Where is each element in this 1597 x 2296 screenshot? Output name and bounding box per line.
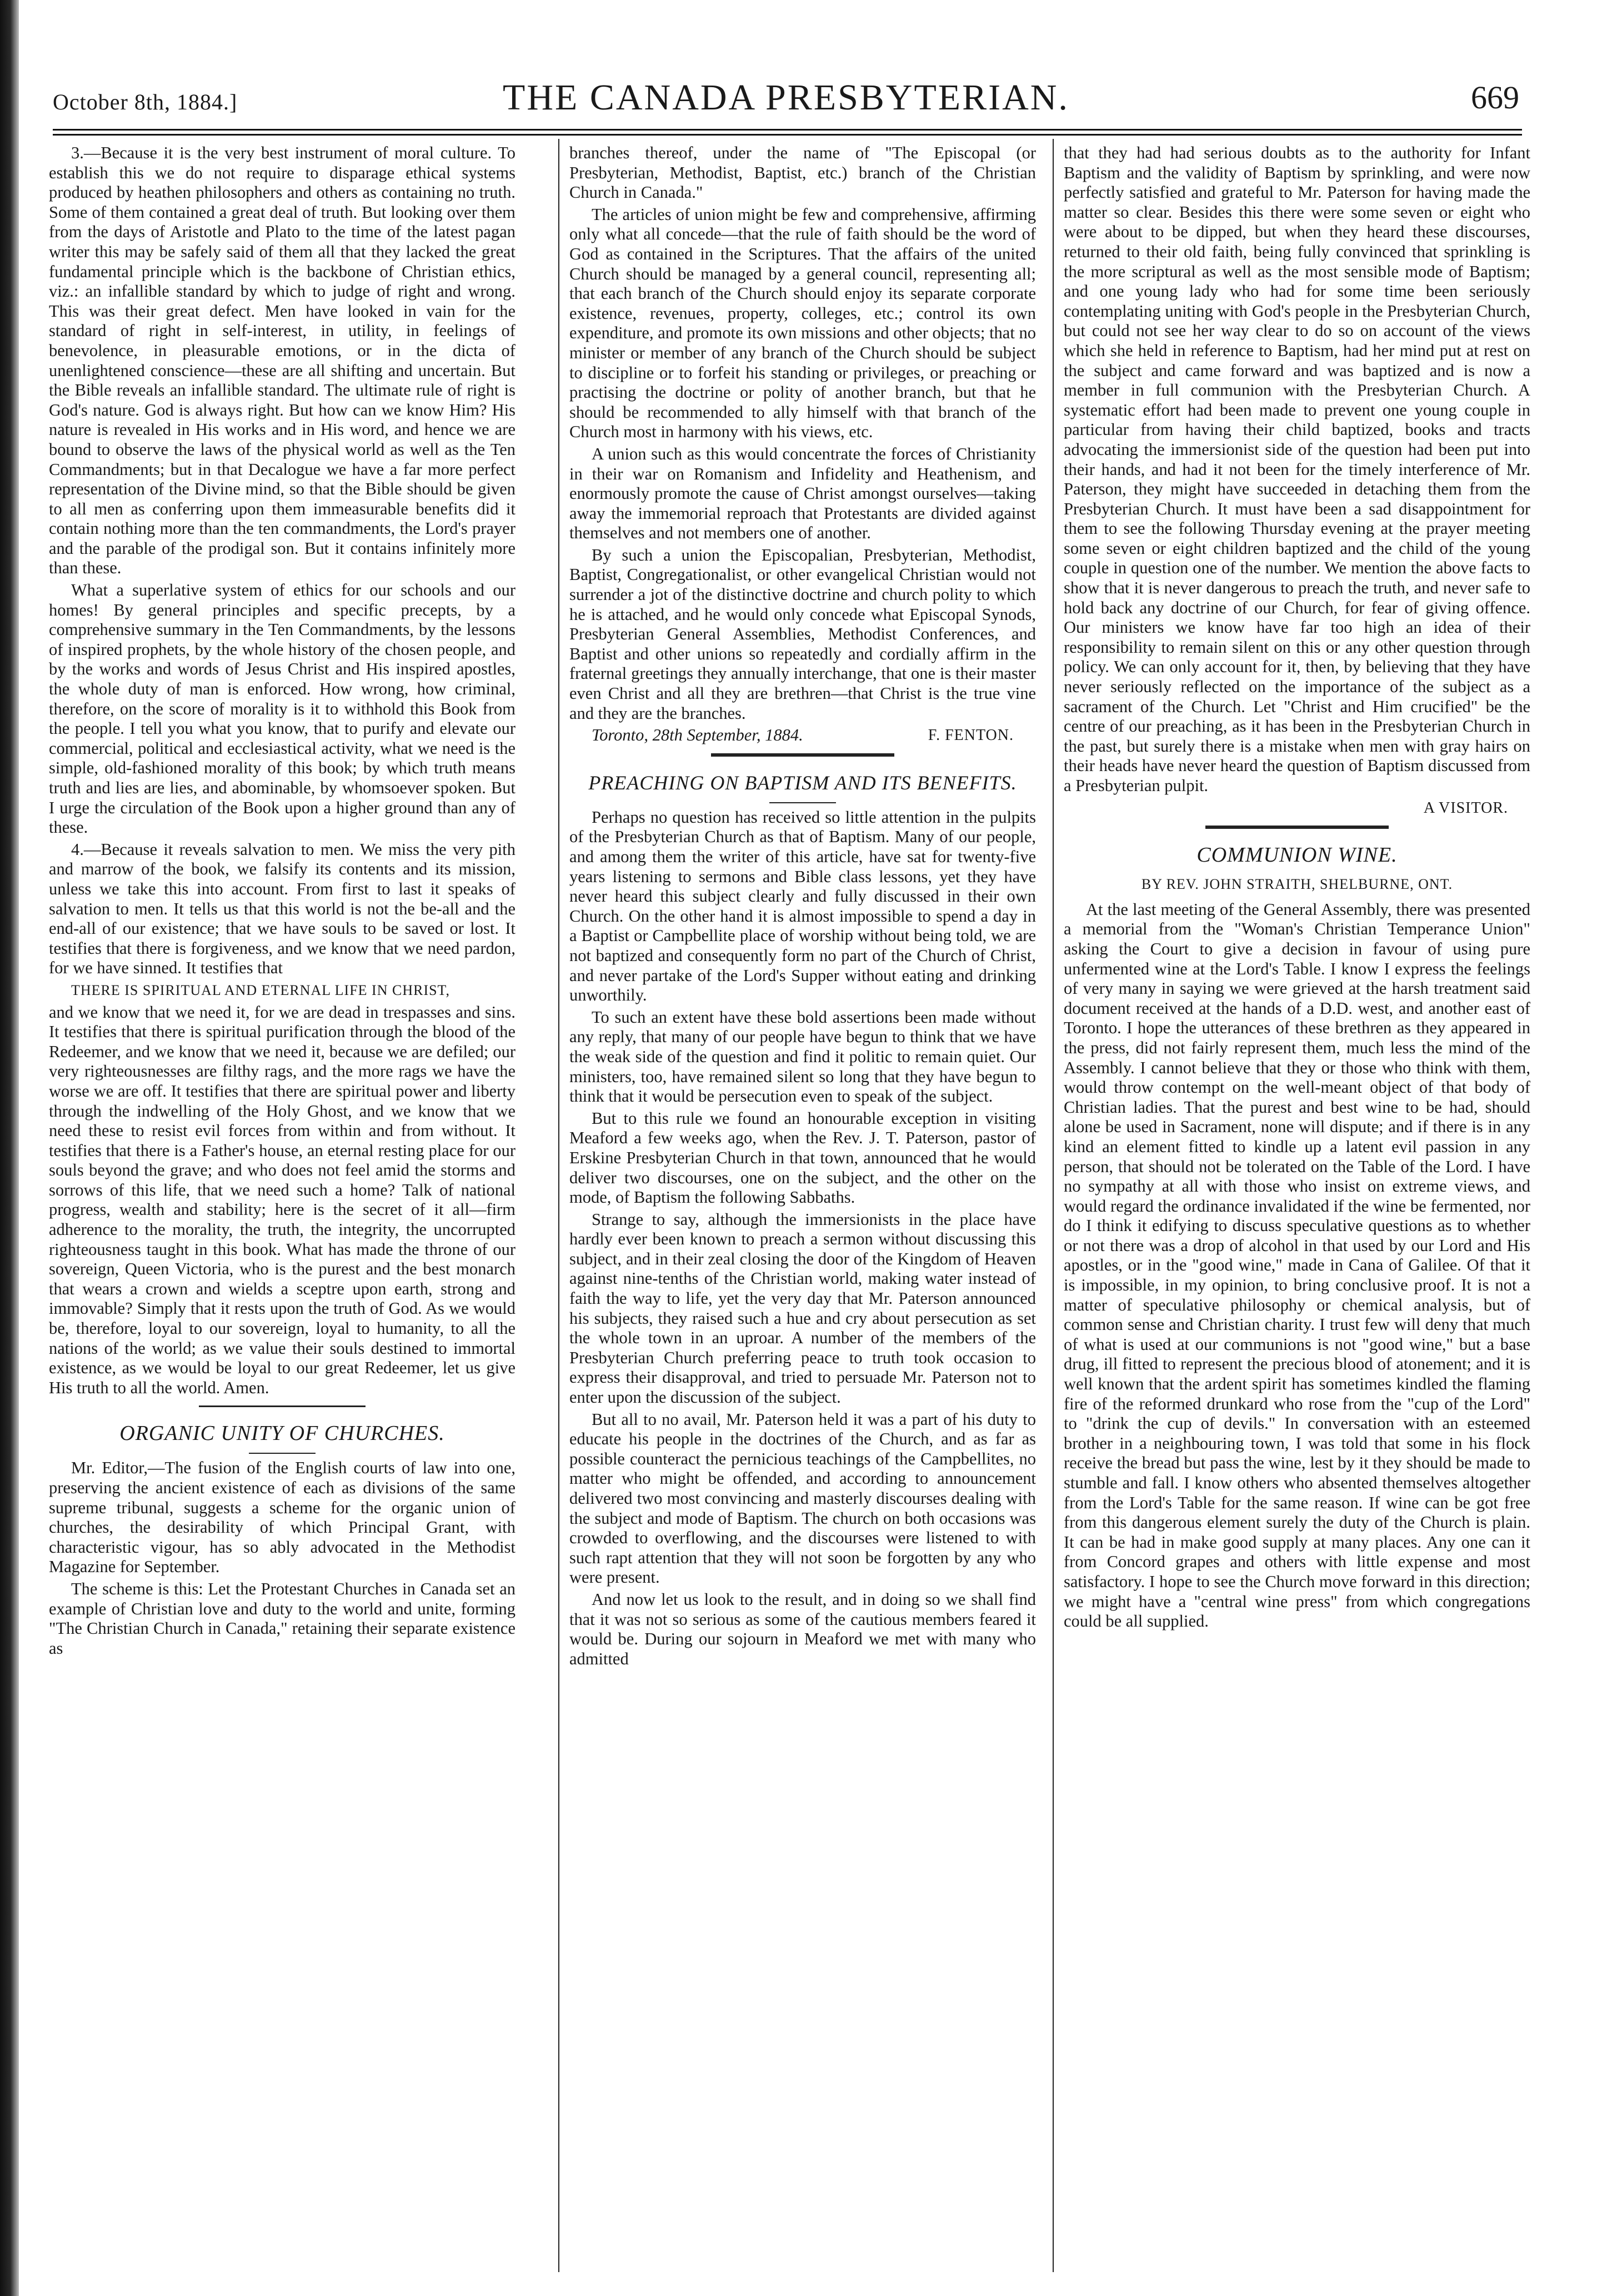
signature-name: F. FENTON. [928,727,1014,744]
article-byline: BY REV. JOHN STRAITH, SHELBURNE, ONT. [1141,876,1453,893]
article-paragraph: and we know that we need it, for we are dead in trespasses and sins. It testifies that there is spiritual purification through the blood of the Redeemer, and we know that we need it, because we are defiled; our very righteousnesses are filthy rags, and the more rags we have the worse we are off. It testifies that there are spiritual power and liberty through the indwelling of the Holy Ghost, and we know that we need these to resist evil forces from within and from without. It testifies that there is a Father's house, an eternal resting place for our souls beyond the grave; and who does not feel amid the storms and sorrows of this life, that we need such a home? Talk of national progress, wealth and stability; here is the secret of it all—firm adherence to the morality, the truth, the integrity, the uncorrupted righteousness taught in this book. What has made the throne of our sovereign, Queen Victoria, who is the purest and the best monarch that wears a crown and wields a sceptre upon earth, strong and immovable? Simply that it rests upon the truth of God. As we would be, therefore, loyal to our sovereign, loyal to humanity, to all the nations of the world; as we value their souls destined to immortal existence, as we would be loyal to our great Redeemer, let us give His truth to all the world. Amen. [49,1002,515,1397]
header-rule [53,129,1522,136]
article-paragraph: Mr. Editor,—The fusion of the English courts of law into one, preserving the ancient existence of each as divisions of the same supreme tribunal, suggests a scheme for the organic union of churches, the desirability of which Principal Grant, with characteristic vigour, has so ably advocated in the Methodist Magazine for September. [49,1458,515,1577]
column-2 [569,143,1036,2271]
column-divider-2 [1053,139,1054,2272]
newspaper-title: THE CANADA PRESBYTERIAN. [503,77,1069,118]
article-paragraph: But all to no avail, Mr. Paterson held it was a part of his duty to educate his people in the doctrines of the Church, and as far as possible counteract the pernicious teachings of the Campbellites, no matter who might be offended, and according to announcement delivered two most convincing and masterly discourses dealing with the subject and mode of Baptism. The church on both occasions was crowded to overflowing, and the discourses were listened to with such rapt attention that they will not soon be forgotten by any who were present. [569,1409,1036,1587]
article-paragraph: The scheme is this: Let the Protestant Churches in Canada set an example of Christian love and duty to the world and unite, forming "The Christian Church in Canada," retaining their separate existence as [49,1579,515,1658]
article-paragraph: At the last meeting of the General Assembly, there was presented a memorial from the "Woman's Christian Temperance Union" asking the Court to give a decision in favour of using pure unfermented wine at the Lord's Table. I know I express the feelings of very many in saying we were grieved at the harsh treatment said document received at the hands of a D.D. west, and another east of Toronto. I hope the utterances of these brethren as they appeared in the press, did not fairly represent them, much less the mind of the Assembly. I cannot believe that they or those who think with them, would throw contempt on the well-meant object of that body of Christian ladies. That the purest and best wine to be had, should alone be used in Sacrament, none will dispute; and if there is in any kind an element fitted to kindle up a latent evil passion in any person, that should not be tolerated on the Table of the Lord. I have no sympathy at all with those who insist on extreme views, and would regard the ordinance invalidated if the wine be fermented, nor do I think it edifying to discuss speculative questions as to whether or not there was a drop of alcohol in that used by our Lord and His apostles, or in the "good wine," made in Cana of Galilee. Of that it is impossible, in my opinion, to bring conclusive proof. It is not a matter of speculative philosophy or chemical analysis, but of common sense and Christian charity. I trust few will deny that much of what is used at our communions is not "good wine," but a base drug, ill fitted to represent the precious blood of atonement; and it is well known that the ardent spirit has sometimes kindled the flaming fire of the reformed drunkard who rose from the "cup of the Lord" to "drink the cup of devils." In conversation with an esteemed brother in a neighbouring town, I was told that some in his flock receive the bread but pass the wine, lest by it they should be made to stumble and fall. I know others who absented themselves altogether from the Lord's Table for the same reason. If wine can be got free from this dangerous element surely the duty of the Church is plain. It can be had in make good supply at many places. Any one can it from Concord grapes and others with little expense and most satisfactory. I hope to see the Church move forward in this direction; we might have a "central wine press" from which congregations could be all supplied. [1064,899,1530,1631]
article-paragraph: But to this rule we found an honourable exception in visiting Meaford a few weeks ago, when the Rev. J. T. Paterson, pastor of Erskine Presbyterian Church in that town, announced that he would deliver two discourses, one on the subject, and the other on the mode, of Baptism the following Sabbaths. [569,1108,1036,1207]
page-binding-edge [0,0,19,2296]
signature-name: A VISITOR. [1423,799,1508,817]
article-heading-organic-unity: ORGANIC UNITY OF CHURCHES. [119,1422,445,1445]
section-rule [199,1405,366,1407]
issue-date: October 8th, 1884.] [53,89,238,114]
section-subhead: THERE IS SPIRITUAL AND ETERNAL LIFE IN CHRIST, [71,982,450,998]
column-divider-1 [558,139,559,2272]
column-3 [1064,143,1530,2271]
page-number: 669 [1471,79,1519,116]
article-paragraph: A union such as this would concentrate the forces of Christianity in their war on Romanism and Infidelity and Heathenism, and enormously promote the cause of Christ amongst ourselves—taking away the immemorial reproach that Protestants are divided against themselves and not members one of another. [569,444,1036,543]
article-paragraph: Strange to say, although the immersionists in the place have hardly ever been known to preach a sermon without discussing this subject, and in their zeal closing the door of the Kingdom of Heaven against nine-tenths of the Christian world, making water instead of faith the way to life, yet the very day that Mr. Paterson announced his subjects, they raised such a hue and cry about persecution as set the whole town in an uproar. A number of the members of the Presbyterian Church preferring peace to truth took occasion to express their disapproval, and tried to persuade Mr. Paterson not to enter upon the discussion of the subject. [569,1209,1036,1407]
article-paragraph: that they had had serious doubts as to the authority for Infant Baptism and the validity of Baptism by sprinkling, and were now perfectly satisfied and grateful to Mr. Paterson for having made the matter so clear. Besides this there were some seven or eight who were about to be dipped, but when they heard these discourses, returned to their old faith, being fully convinced that sprinkling is the more scriptural as well as the most sensible mode of Baptism; and one young lady who had for some time been seriously contemplating uniting with God's people in the Presbyterian Church, but could not see her way clear to do so on account of the views which she held in reference to Baptism, had her mind put at rest on the subject and came forward and was baptized and is now a member in full communion with the Presbyterian Church. A systematic effort had been made to prevent one young couple in particular from having their child baptized, books and tracts advocating the immersionist side of the question had been put into their hands, and had it not been for the timely interference of Mr. Paterson, they might have succeeded in detaching them from the Presbyterian Church. It must have been a sad disappointment for them to see the following Thursday evening at the prayer meeting some seven or eight children baptized and the child of the young couple in question one of the number. We mention the above facts to show that it is never dangerous to preach the truth, and never safe to hold back any doctrine of our Church, for fear of giving offence. Our ministers we know have far too high an idea of their responsibility to remain silent on this or any other question through policy. We can only account for it, then, by believing that they have never seriously reflected on the importance of the subject as a sacrament of the Church. Let "Christ and Him crucified" be the centre of our preaching, as it has been in the Presbyterian Church in the past, but surely there is a mistake when men with gray hairs on their heads have never heard the question of Baptism discussed from a Presbyterian pulpit. [1064,143,1530,795]
article-paragraph: And now let us look to the result, and in doing so we shall find that it was not so serious as some of the cautious members feared it would be. During our sojourn in Meaford we met with many who admitted [569,1589,1036,1668]
heading-underline [769,802,836,803]
page-header [53,73,1519,126]
article-paragraph: 4.—Because it reveals salvation to men. We miss the very pith and marrow of the book, we falsify its contents and its mission, unless we take this into account. From first to last it speaks of salvation to men. It tells us that this world is not the be-all and the end-all of our existence; that we have souls to be saved or lost. It testifies that there is forgiveness, and we know that we need pardon, for we have sinned. It testifies that [49,839,515,978]
column-1 [49,143,515,2271]
article-signature [569,726,1036,746]
article-paragraph: The articles of union might be few and comprehensive, affirming only what all concede—that the rule of faith should be the word of God as contained in the Scriptures. That the affairs of the united Church should be managed by a general council, representing all; that each branch of the Church should enjoy its separate corporate existence, revenues, property, colleges, etc.; control its own expenditure, and promote its own missions and other objects; that no minister or member of any branch of the Church should be subject to discipline or to forfeit his standing or privileges, or preaching or practising the doctrine or polity of another branch, but that he should be recommended to ally himself with that branch of the Church most in harmony with his views, etc. [569,204,1036,442]
heading-underline [249,1453,316,1454]
article-paragraph: 3.—Because it is the very best instrument of moral culture. To establish this we do not require to disparage ethical systems produced by heathen philosophers and others as containing no truth. Some of them contained a great deal of truth. But looking over them from the days of Aristotle and Plato to the time of the latest pagan writer this may be safely said of them all that they lacked the great fundamental principle which is the backbone of Christian ethics, viz.: an infallible standard by which to judge of right and wrong. This was their great defect. Men have looked in vain for the standard of right in self-interest, in utility, in feelings of benevolence, in pleasurable emotions, or in the dicta of unenlightened conscience—these are all shifting and uncertain. But the Bible reveals an infallible standard. The ultimate rule of right is God's nature. God is always right. But how can we know Him? His nature is revealed in His works and in His word, and hence we are bound to observe the laws of the physical world as well as the Ten Commandments; but in that Decalogue we have a far more perfect representation of the Divine mind, so that the Bible should be given to all men as conferring upon them immeasurable benefits did it contain nothing more than the ten commandments, the Lord's prayer and the parable of the prodigal son. But it contains infinitely more than these. [49,143,515,578]
article-paragraph: branches thereof, under the name of "The Episcopal (or Presbyterian, Methodist, Baptist, etc.) branch of the Christian Church in Canada." [569,143,1036,202]
article-paragraph: What a superlative system of ethics for our schools and our homes! By general principles and specific precepts, by a comprehensive summary in the Ten Commandments, by the lessons of inspired prophets, by the whole history of the chosen people, and by the works and words of Jesus Christ and His inspired apostles, the whole duty of man is enforced. How wrong, how criminal, therefore, on the score of morality is it to withhold this Book from the people. I tell you what you know, that to purify and elevate our commercial, political and ecclesiastical activity, what we need is the simple, old-fashioned morality of this book; by which truth means truth and lies are lies, and abominable, by whomsoever spoken. But I urge the circulation of the Book upon a higher ground than any of these. [49,581,515,837]
article-heading-preaching-baptism: PREACHING ON BAPTISM AND ITS BENEFITS. [588,771,1017,794]
article-paragraph: Perhaps no question has received so little attention in the pulpits of the Presbyterian Church as that of Baptism. Many of our people, and among them the writer of this article, have sat for twenty-five years listening to sermons and Bible class lessons, yet they have never heard this subject clearly and fully discussed in their own Church. On the other hand it is almost impossible to spend a day in a Baptist or Campbellite place of worship without being told, we are not baptized and consequently form no part of the Church of Christ, and never partake of the Lord's Supper without eating and drinking unworthily. [569,807,1036,1005]
article-heading-communion-wine: COMMUNION WINE. [1197,843,1398,867]
article-paragraph: By such a union the Episcopalian, Presbyterian, Methodist, Baptist, Congregationalist, or other evangelical Christian would not surrender a jot of the distinctive doctrine and church polity to which he is attached, and he would only concede what Episcopal Synods, Presbyterian General Assemblies, Methodist Conferences, and Baptist and other unions so repeatedly and cordially affirm in the fraternal greetings they annually interchange, that one is their master even Christ and all they are brethren—that Christ is the true vine and they are the branches. [569,545,1036,723]
article-paragraph: To such an extent have these bold assertions been made without any reply, that many of our people have begun to think that we have the weak side of the question and find it politic to remain quiet. Our ministers, too, have remained silent so long that they have begun to think that it would be persecution even to speak of the subject. [569,1007,1036,1106]
section-rule [1205,826,1389,829]
signature-place-date: Toronto, 28th September, 1884. [592,726,803,745]
section-rule [711,753,894,757]
